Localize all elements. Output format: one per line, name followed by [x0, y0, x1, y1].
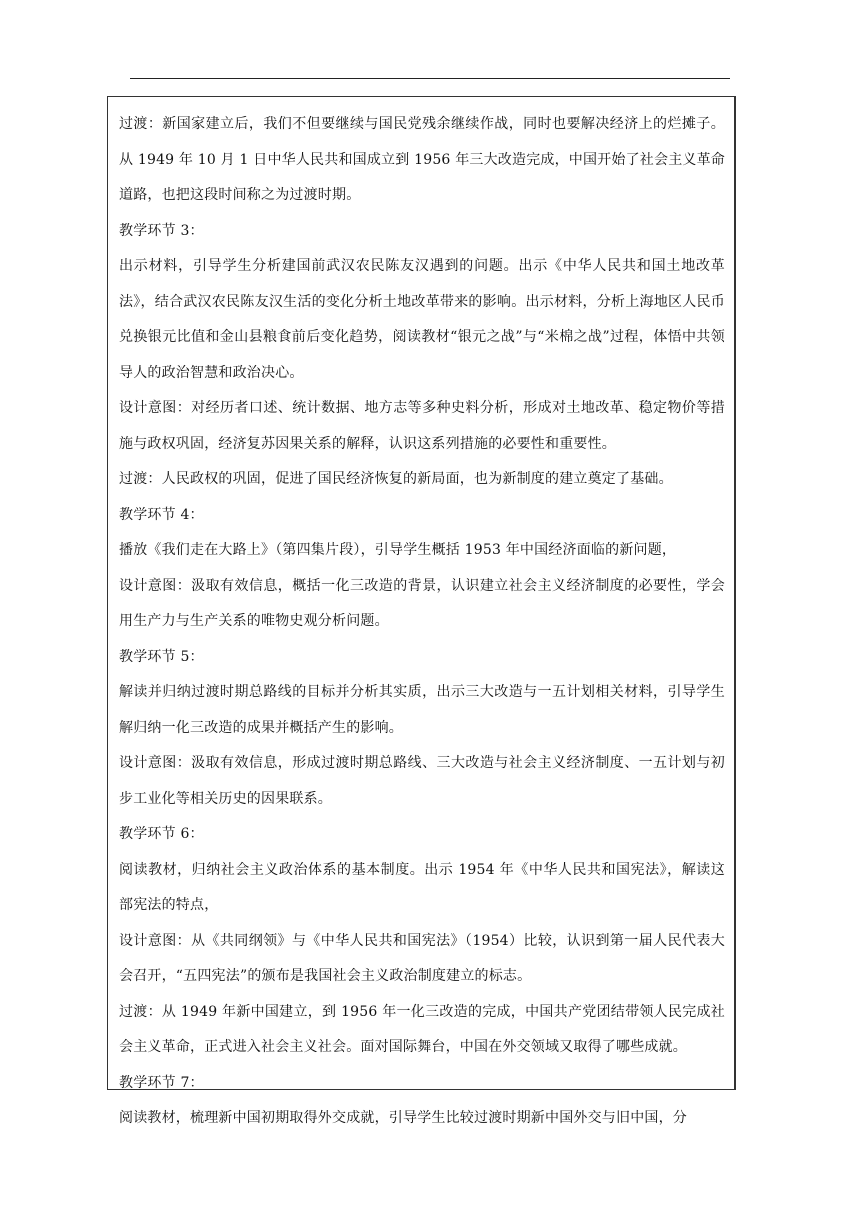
teaching-step-7-heading: 教学环节 7：: [119, 1074, 204, 1091]
teaching-step-4-heading: 教学环节 4：: [119, 506, 204, 523]
teaching-step-6-body: 阅读教材，归纳社会主义政治体系的基本制度。出示 1954 年《中华人民共和国宪法》，解读这部宪法的特点，: [119, 861, 725, 913]
lesson-plan-text: [119, 107, 725, 1137]
lesson-plan-table-cell: [107, 96, 736, 1126]
teaching-step-5-heading: 教学环节 5：: [119, 648, 204, 665]
teaching-step-5-body: 解读并归纳过渡时期总路线的目标并分析其实质，出示三大改造与一五计划相关材料，引导学生解归纳一化三改造的成果并概括产生的影响。: [119, 684, 725, 736]
teaching-step-6-heading: 教学环节 6：: [119, 826, 204, 842]
teaching-step-7-body: 阅读教材，梳理新中国初期取得外交成就，引导学生比较过渡时期新中国外交与旧中国，分: [119, 1110, 687, 1126]
design-intent-6: 设计意图：从《共同纲领》与《中华人民共和国宪法》（1954）比较，认识到第一届人民代表大会召开，“五四宪法”的颁布是我国社会主义政治制度建立的标志。: [119, 932, 725, 984]
transition-paragraph-2: 过渡：人民政权的巩固，促进了国民经济恢复的新局面，也为新制度的建立奠定了基础。: [119, 471, 673, 487]
design-intent-4: 设计意图：汲取有效信息，概括一化三改造的背景，认识建立社会主义经济制度的必要性，学会用生产力与生产关系的唯物史观分析问题。: [119, 577, 725, 629]
teaching-step-4-body: 播放《我们走在大路上》（第四集片段），引导学生概括 1953 年中国经济面临的新问题，: [119, 542, 677, 558]
teaching-step-3-heading: 教学环节 3：: [119, 222, 204, 239]
transition-paragraph-3: 过渡：从 1949 年新中国建立，到 1956 年一化三改造的完成，中国共产党团结带领人民完成社会主义革命，正式进入社会主义社会。面对国际舞台，中国在外交领域又取得了哪些成就。: [119, 1003, 725, 1055]
header-rule: [130, 78, 730, 79]
design-intent-5: 设计意图：汲取有效信息，形成过渡时期总路线、三大改造与社会主义经济制度、一五计划与初步工业化等相关历史的因果联系。: [119, 755, 725, 807]
transition-paragraph-1: 过渡：新国家建立后，我们不但要继续与国民党残余继续作战，同时也要解决经济上的烂摊子。从 1949 年 10 月 1 日中华人民共和国成立到 1956 年三大改造完成，中国开始了社会主义革命道路，也把这段时间称之为过渡时期。: [119, 116, 725, 203]
design-intent-3: 设计意图：对经历者口述、统计数据、地方志等多种史料分析，形成对土地改革、稳定物价等措施与政权巩固，经济复苏因果关系的解释，认识这系列措施的必要性和重要性。: [119, 400, 725, 452]
teaching-step-3-body: 出示材料，引导学生分析建国前武汉农民陈友汉遇到的问题。出示《中华人民共和国土地改革法》，结合武汉农民陈友汉生活的变化分析土地改革带来的影响。出示材料，分析上海地区人民币兑换银元比值和金山县粮食前后变化趋势，阅读教材“银元之战”与“米棉之战”过程，体悟中共领导人的政治智慧和政治决心。: [119, 258, 725, 381]
